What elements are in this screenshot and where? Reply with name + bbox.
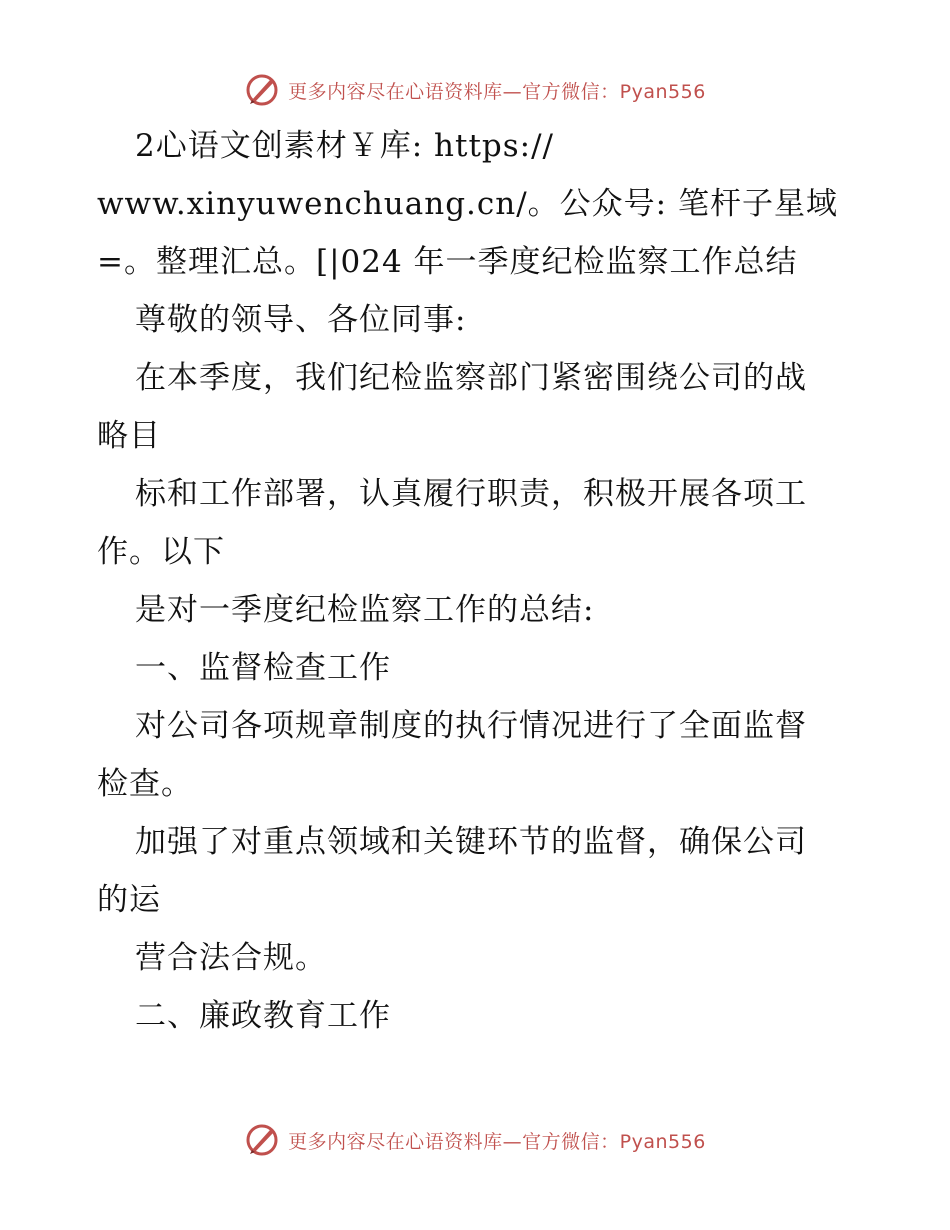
- paragraph-line: 略目: [97, 418, 161, 454]
- footer-banner: [0, 1120, 950, 1160]
- paragraph-line: 的运: [97, 882, 161, 918]
- pen-logo-icon: [244, 1122, 280, 1158]
- paragraph-line: 标和工作部署，认真履行职责，积极开展各项工: [135, 476, 807, 512]
- header-banner: [0, 70, 950, 110]
- paragraph-line: 作。以下: [97, 534, 225, 570]
- text-line-1: 2心语文创素材￥库: https://: [135, 128, 554, 164]
- paragraph-line: 在本季度，我们纪检监察部门紧密围绕公司的战: [135, 360, 807, 396]
- header-banner-text: 更多内容尽在心语资料库—官方微信：Pyan556: [288, 80, 706, 103]
- paragraph-line: 营合法合规。: [135, 940, 327, 976]
- salutation: 尊敬的领导、各位同事:: [135, 302, 467, 338]
- footer-banner-text: 更多内容尽在心语资料库—官方微信：Pyan556: [288, 1130, 706, 1153]
- section-heading-1: 一、监督检查工作: [135, 650, 391, 686]
- text-line-2: www.xinyuwenchuang.cn/。公众号: 笔杆子星域: [97, 186, 838, 222]
- paragraph-line: 加强了对重点领域和关键环节的监督，确保公司: [135, 824, 807, 860]
- document-title-line: =。整理汇总。[|024 年一季度纪检监察工作总结: [97, 244, 798, 280]
- paragraph-line: 检查。: [97, 766, 193, 802]
- pen-logo-icon: [244, 72, 280, 108]
- paragraph-line: 是对一季度纪检监察工作的总结:: [135, 592, 595, 628]
- paragraph-line: 对公司各项规章制度的执行情况进行了全面监督: [135, 708, 807, 744]
- section-heading-2: 二、廉政教育工作: [135, 998, 391, 1034]
- document-body: [97, 117, 857, 1045]
